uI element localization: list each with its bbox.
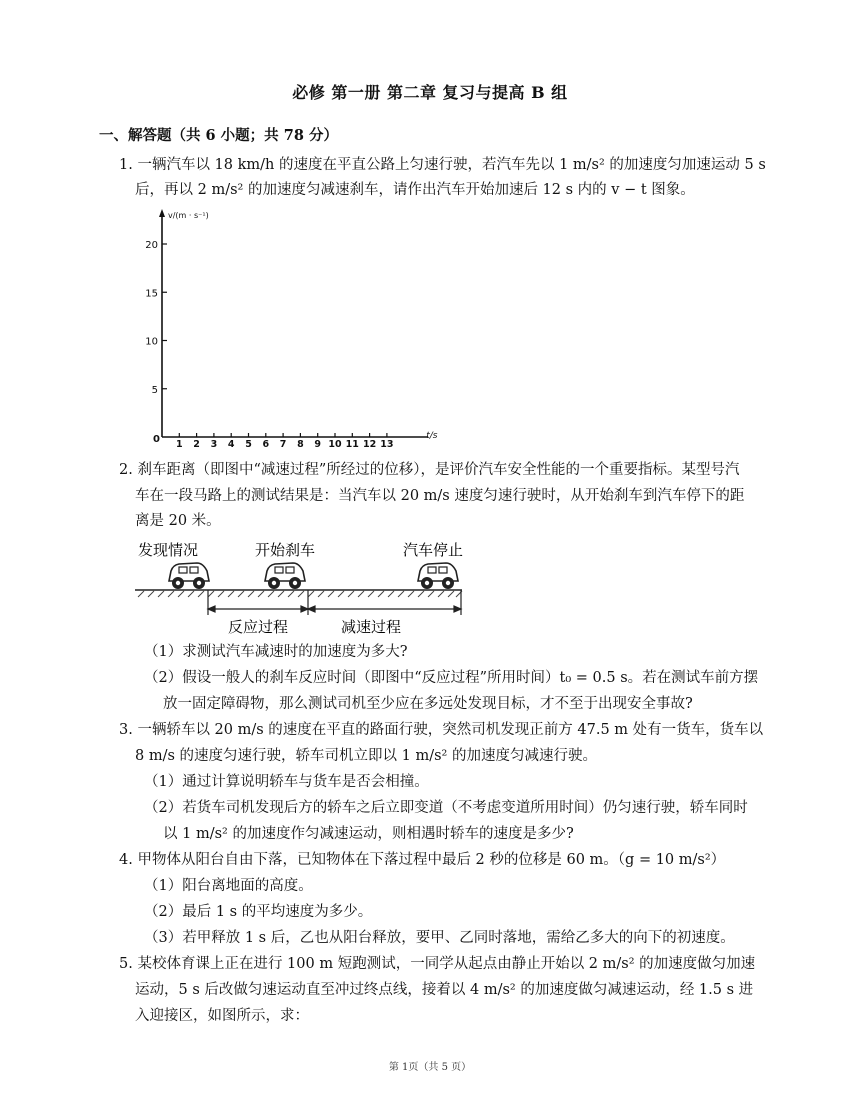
car-icon [418, 563, 458, 589]
y-tick-label: 5 [151, 384, 158, 396]
ground-line [135, 590, 462, 597]
q3-sub2a: （2）若货车司机发现后方的轿车之后立即变道（不考虑变道所用时间）仍匀速行驶，轿车同时 [144, 800, 748, 816]
x-tick-label: 5 [245, 439, 252, 450]
q2-sub2a: （2）假设一般人的刹车反应时间（即图中“反应过程”所用时间）t₀ = 0.5 s。若在测试车前方摆 [144, 670, 759, 686]
x-tick-label: 6 [262, 439, 270, 450]
q4-sub1: （1）阳台离地面的高度。 [144, 878, 313, 894]
q3-sub1: （1）通过计算说明轿车与货车是否会相撞。 [144, 774, 429, 790]
x-tick-label: 10 [328, 439, 342, 450]
q3-sub2b: 以 1 m/s² 的加速度作匀减速运动，则相遇时轿车的速度是多少? [163, 826, 574, 842]
segment-deceleration: 减速过程 [341, 618, 402, 636]
x-tick-label: 7 [279, 439, 287, 450]
x-tick-label: 8 [297, 439, 304, 450]
y-tick-label: 10 [145, 336, 158, 348]
x-tick-label: 3 [210, 439, 218, 450]
braking-diagram [130, 535, 470, 640]
x-tick-label: 12 [362, 439, 377, 450]
label-start-brake: 开始刹车 [255, 541, 316, 559]
q4-line1: 4. 甲物体从阳台自由下落，已知物体在下落过程中最后 2 秒的位移是 60 m。（g = 10 m/s²） [119, 852, 726, 868]
q1-line2: 后，再以 2 m/s² 的加速度匀减速刹车，请作出汽车开始加速后 12 s 内的 v − t 图象。 [135, 182, 695, 198]
car-icon [169, 563, 209, 589]
q5-line2: 运动，5 s 后改做匀速运动直至冲过终点线，接着以 4 m/s² 的加速度做匀减速运动，经 1.5 s 进 [135, 982, 754, 998]
y-axis-label: v/(m · s⁻¹) [168, 211, 209, 220]
q4-sub2: （2）最后 1 s 的平均速度为多少。 [144, 904, 373, 920]
q3-line1: 3. 一辆轿车以 20 m/s 的速度在平直的路面行驶，突然司机发现正前方 47.5 m 处有一货车，货车以 [119, 722, 764, 738]
label-discover: 发现情况 [138, 541, 199, 559]
x-tick-label: 13 [380, 439, 394, 450]
x-tick-label: 4 [227, 439, 235, 450]
label-car-stop: 汽车停止 [403, 541, 464, 559]
x-tick-label: 2 [193, 439, 200, 450]
q1-line1: 1. 一辆汽车以 18 km/h 的速度在平直公路上匀速行驶，若汽车先以 1 m/s² 的加速度匀加速运动 5 s [119, 157, 766, 173]
page-title: 必修 第一册 第二章 复习与提高 B 组 [292, 83, 568, 102]
segment-reaction: 反应过程 [228, 618, 289, 636]
origin-label: 0 [153, 434, 160, 445]
q5-line3: 入迎接区，如图所示，求： [135, 1008, 309, 1024]
q2-line2: 车在一段马路上的测试结果是：当汽车以 20 m/s 速度匀速行驶时，从开始刹车到汽车停下的距 [135, 488, 745, 504]
q2-line1: 2. 刹车距离（即图中“减速过程”所经过的位移），是评价汽车安全性能的一个重要指标。某型号汽 [119, 462, 740, 478]
dimension-arrows [208, 606, 461, 612]
page-footer: 第 1页（共 5 页） [388, 1062, 472, 1073]
x-tick-label: 9 [314, 439, 322, 450]
x-tick-label: 11 [345, 439, 359, 450]
section-heading: 一、解答题（共 6 小题；共 78 分） [99, 127, 338, 144]
q2-line3: 离是 20 米。 [135, 513, 221, 529]
q2-sub1: （1）求测试汽车减速时的加速度为多大? [144, 644, 408, 660]
vt-chart [140, 205, 438, 450]
q3-line2: 8 m/s 的速度匀速行驶，轿车司机立即以 1 m/s² 的加速度匀减速行驶。 [135, 748, 597, 764]
x-tick-label: 1 [175, 439, 183, 450]
q5-line1: 5. 某校体育课上正在进行 100 m 短跑测试，一同学从起点由静止开始以 2 m/s² 的加速度做匀加速 [119, 956, 756, 972]
y-axis-arrow [159, 209, 165, 217]
q2-sub2b: 放一固定障碍物，那么测试司机至少应在多远处发现目标，才不至于出现安全事故? [163, 696, 693, 712]
y-tick-label: 20 [145, 240, 158, 251]
car-icon [265, 563, 305, 589]
y-tick-label: 15 [145, 288, 158, 300]
x-axis-label: t/s [426, 431, 438, 441]
q4-sub3: （3）若甲释放 1 s 后，乙也从阳台释放，要甲、乙同时落地，需给乙多大的向下的初速度。 [144, 930, 735, 946]
